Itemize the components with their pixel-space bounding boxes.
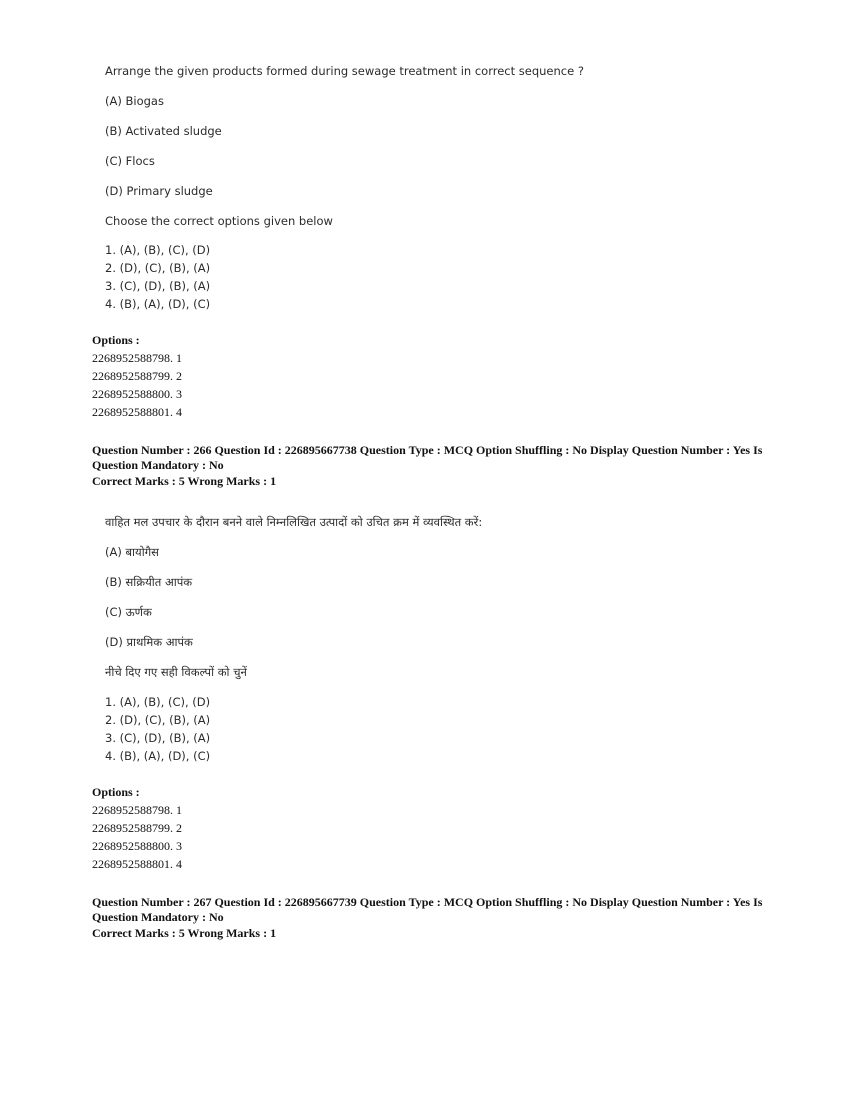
option-row: 2268952588801. 4 <box>92 857 182 871</box>
question-meta-267 <box>92 895 772 941</box>
question-meta-266 <box>92 443 772 489</box>
option-row: 2268952588801. 4 <box>92 405 182 419</box>
question-stem: वाहित मल उपचार के दौरान बनने वाले निम्नलिखित उत्पादों को उचित क्रम में व्यवस्थित करें: <box>105 515 483 529</box>
answer-choice: 1. (A), (B), (C), (D) <box>105 695 211 709</box>
options-heading: Options : <box>92 333 140 347</box>
meta-line: Correct Marks : 5 Wrong Marks : 1 <box>92 474 277 488</box>
option-row: 2268952588799. 2 <box>92 369 182 383</box>
option-row: 2268952588798. 1 <box>92 351 182 365</box>
options-block <box>92 785 792 875</box>
options-block <box>92 333 792 423</box>
option-row: 2268952588800. 3 <box>92 839 182 853</box>
choose-prompt: Choose the correct options given below <box>105 214 333 228</box>
item-a: (A) बायोगैस <box>105 545 159 559</box>
meta-line: Question Number : 266 Question Id : 226895667738 Question Type : MCQ Option Shuffling : No Display Question Number : Yes Is <box>92 443 763 457</box>
answer-choice: 4. (B), (A), (D), (C) <box>105 749 211 763</box>
option-row: 2268952588798. 1 <box>92 803 182 817</box>
answer-choice: 2. (D), (C), (B), (A) <box>105 261 211 275</box>
answer-choice: 2. (D), (C), (B), (A) <box>105 713 211 727</box>
option-row: 2268952588799. 2 <box>92 821 182 835</box>
answer-choice: 4. (B), (A), (D), (C) <box>105 297 211 311</box>
answer-choice: 3. (C), (D), (B), (A) <box>105 279 211 293</box>
item-c: (C) ऊर्णक <box>105 605 152 619</box>
answer-choice: 3. (C), (D), (B), (A) <box>105 731 211 745</box>
meta-line: Question Mandatory : No <box>92 457 224 472</box>
item-d: (D) प्राथमिक आपंक <box>105 635 193 649</box>
question-stem: Arrange the given products formed during sewage treatment in correct sequence ? <box>105 64 584 78</box>
question-266-block <box>105 513 785 773</box>
item-a: (A) Biogas <box>105 94 164 108</box>
answer-choices <box>105 241 210 313</box>
options-heading: Options : <box>92 785 140 799</box>
meta-line: Question Mandatory : No <box>92 909 224 924</box>
answer-choices <box>105 693 210 765</box>
item-b: (B) Activated sludge <box>105 124 222 138</box>
item-d: (D) Primary sludge <box>105 184 213 198</box>
question-265-block <box>105 62 785 322</box>
item-b: (B) सक्रियीत आपंक <box>105 575 193 589</box>
choose-prompt: नीचे दिए गए सही विकल्पों को चुनें <box>105 665 247 679</box>
meta-line: Question Number : 267 Question Id : 226895667739 Question Type : MCQ Option Shuffling : No Display Question Number : Yes Is <box>92 895 763 909</box>
item-c: (C) Flocs <box>105 154 155 168</box>
answer-choice: 1. (A), (B), (C), (D) <box>105 243 211 257</box>
meta-line: Correct Marks : 5 Wrong Marks : 1 <box>92 926 277 940</box>
option-row: 2268952588800. 3 <box>92 387 182 401</box>
